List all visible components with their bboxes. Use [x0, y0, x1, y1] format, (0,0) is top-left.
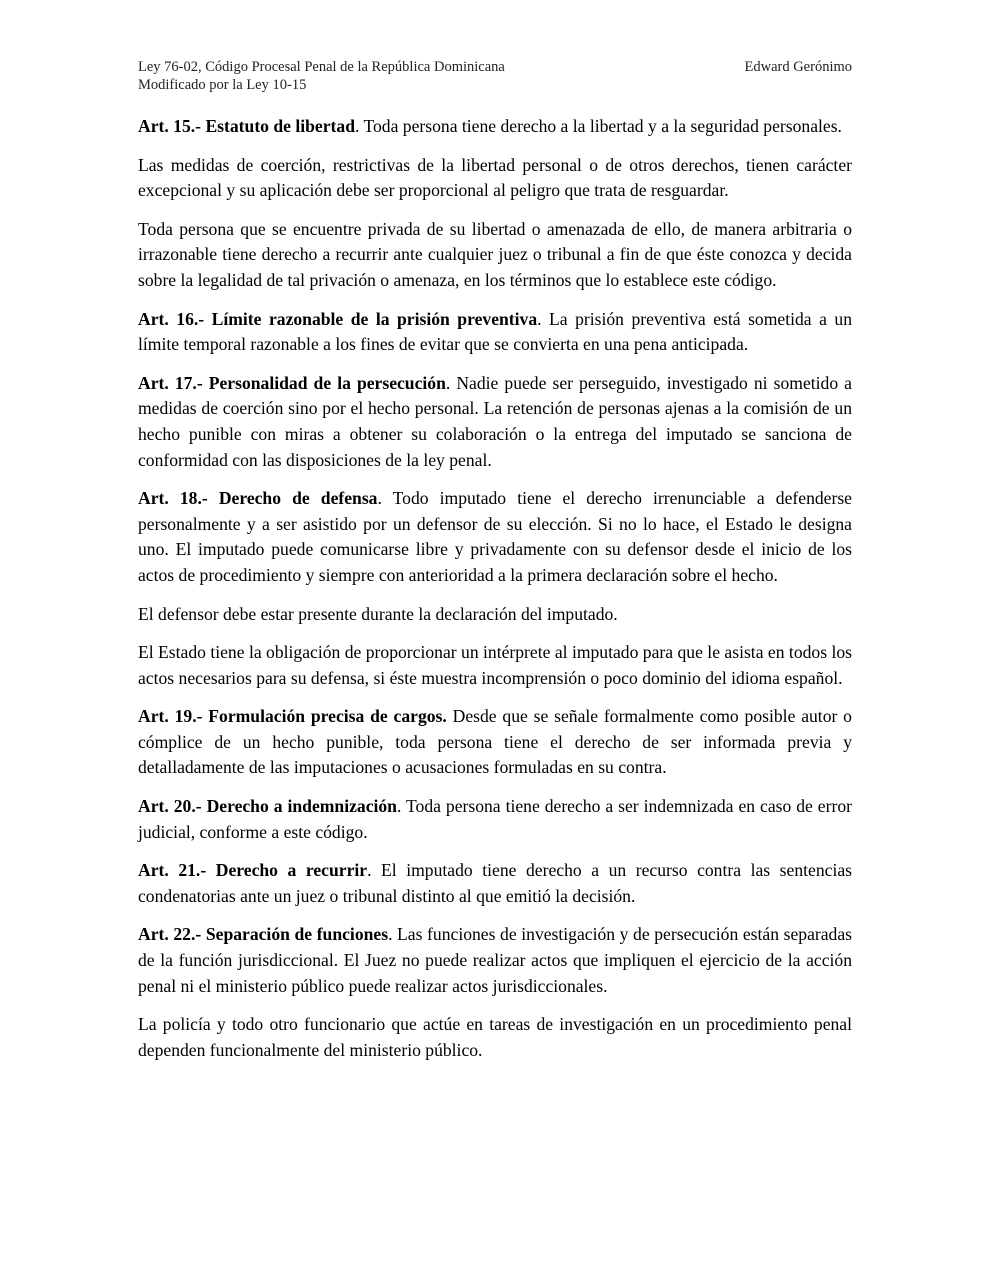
article-title: Derecho a indemnización	[206, 796, 397, 817]
article-title: Derecho a recurrir	[215, 860, 368, 881]
paragraph	[138, 486, 852, 588]
paragraph-text: . Toda persona tiene derecho a la libertad y a la seguridad personales.	[354, 116, 842, 136]
header-subtitle: Modificado por la Ley 10-15	[138, 77, 307, 93]
paragraph	[138, 794, 852, 845]
article-number: Art. 17.-	[138, 372, 203, 393]
paragraph-text: . Todo imputado tiene el derecho irrenunciable a defenderse personalmente y a ser asistido por un defensor de su elección. Si no lo hace, el Estado le designa uno. El imputado puede comunicarse libre y privadamente con su defensor desde el inicio de los actos de procedimiento y siempre con anterioridad a la primera declaración sobre el hecho.	[138, 488, 852, 585]
paragraph-text: . Toda persona tiene derecho a ser indemnizada en caso de error judicial, conforme a este código.	[138, 796, 852, 842]
paragraph	[138, 704, 852, 781]
article-title: Formulación precisa de cargos.	[208, 706, 447, 727]
paragraph	[138, 640, 852, 691]
article-number: Art. 21.-	[138, 860, 207, 881]
paragraph	[138, 922, 852, 999]
article-number: Art. 20.-	[138, 796, 202, 817]
paragraph	[138, 217, 852, 294]
article-title: Estatuto de libertad	[205, 116, 355, 136]
paragraph	[138, 114, 852, 140]
header-title: Ley 76-02, Código Procesal Penal de la República Dominicana	[138, 59, 505, 75]
paragraph-text: El defensor debe estar presente durante la declaración del imputado.	[138, 603, 618, 624]
article-number: Art. 16.-	[138, 308, 205, 329]
paragraph-text: . La prisión preventiva está sometida a un límite temporal razonable a los fines de evitar que se convierta en una pena anticipada.	[138, 308, 852, 355]
paragraph-text: Desde que se señale formalmente como posible autor o cómplice de un hecho punible, toda persona tiene el derecho de ser informada previa y detalladamente de las imputaciones o acusaciones formuladas en su contra.	[138, 706, 852, 778]
article-title: Derecho de defensa	[218, 488, 378, 509]
paragraph-text: Toda persona que se encuentre privada de su libertad o amenazada de ello, de manera arbitraria o irrazonable tiene derecho a recurrir ante cualquier juez o tribunal a fin de que éste conozca y decida sobre la legalidad de tal privación o amenaza, en los términos que lo establece este código.	[138, 218, 852, 290]
article-number: Art. 18.-	[138, 488, 208, 509]
page-header	[138, 58, 852, 94]
paragraph	[138, 1012, 852, 1063]
paragraph-text: . Nadie puede ser perseguido, investigado ni sometido a medidas de coerción sino por el hecho personal. La retención de personas ajenas a la comisión de un hecho punible con miras a obtener su colaboración o la entrega del imputado se sanciona de conformidad con las disposiciones de la ley penal.	[138, 372, 852, 470]
document-body	[138, 114, 852, 1076]
paragraph-text: . El imputado tiene derecho a un recurso contra las sentencias condenatorias ante un juez o tribunal distinto al que emitió la decisión.	[138, 860, 852, 906]
header-author: Edward Gerónimo	[744, 59, 852, 75]
paragraph-text: Las medidas de coerción, restrictivas de la libertad personal o de otros derechos, tienen carácter excepcional y su aplicación debe ser proporcional al peligro que trata de resguardar.	[138, 154, 852, 201]
paragraph	[138, 307, 852, 358]
article-number: Art. 19.-	[138, 706, 203, 727]
paragraph	[138, 371, 852, 473]
article-title: Límite razonable de la prisión preventiva	[211, 308, 538, 329]
paragraph-text: . Las funciones de investigación y de persecución están separadas de la función jurisdiccional. El Juez no puede realizar actos que impliquen el ejercicio de la acción penal ni el ministerio público puede realizar actos jurisdiccionales.	[138, 924, 853, 996]
paragraph	[138, 602, 852, 628]
header-row	[138, 58, 852, 76]
paragraph	[138, 153, 852, 204]
article-number: Art. 22.-	[138, 924, 202, 945]
article-title: Separación de funciones	[205, 924, 389, 945]
article-title: Personalidad de la persecución	[208, 372, 446, 393]
paragraph-text: La policía y todo otro funcionario que actúe en tareas de investigación en un procedimiento penal dependen funcionalmente del ministerio público.	[138, 1014, 852, 1060]
paragraph	[138, 858, 852, 909]
article-number: Art. 15.-	[138, 116, 202, 136]
paragraph-text: El Estado tiene la obligación de proporcionar un intérprete al imputado para que le asista en todos los actos necesarios para su defensa, si éste muestra incomprensión o poco dominio del idioma español.	[138, 642, 852, 688]
